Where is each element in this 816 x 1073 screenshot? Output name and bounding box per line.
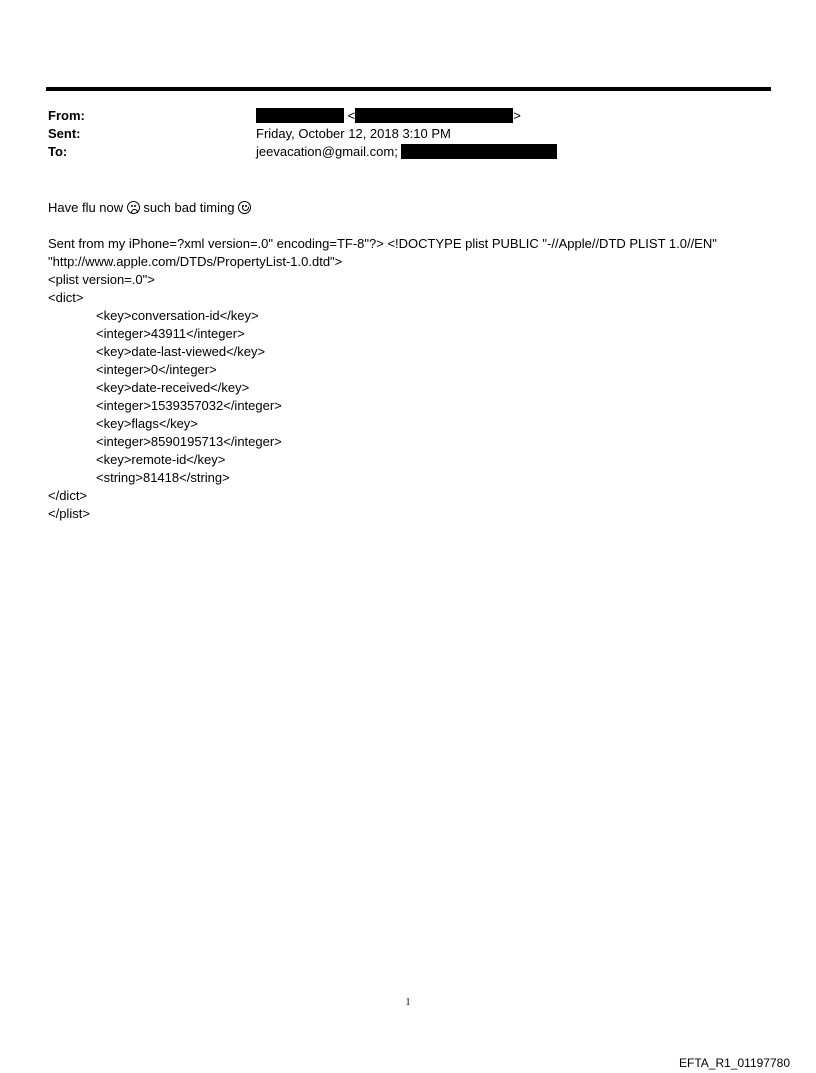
sent-value: Friday, October 12, 2018 3:10 PM: [256, 126, 451, 141]
plist-line: </dict>: [48, 488, 88, 503]
frowning-face-icon: [127, 201, 140, 214]
redaction-bar: [355, 108, 513, 123]
plist-line: <string>81418</string>: [96, 470, 230, 485]
plist-line: <dict>: [48, 290, 84, 305]
plist-line: "http://www.apple.com/DTDs/PropertyList-1.0.dtd">: [48, 254, 343, 269]
to-value: [256, 144, 557, 160]
message-text: Have flu now: [48, 200, 124, 215]
plist-line: <key>date-last-viewed</key>: [96, 344, 266, 359]
plist-line: Sent from my iPhone=?xml version=.0" encoding=TF-8"?> <!DOCTYPE plist PUBLIC "-//Apple//DTD PLIST 1.0//EN": [48, 236, 717, 251]
plist-line: <integer>0</integer>: [96, 362, 217, 377]
plist-line: <key>date-received</key>: [96, 380, 250, 395]
header-rule: [46, 87, 771, 91]
message-line: [48, 199, 251, 217]
smiling-face-icon: [238, 201, 251, 214]
to-label: To:: [48, 144, 68, 159]
plist-block: [48, 235, 717, 523]
redaction-bar: [256, 108, 344, 123]
plist-line: </plist>: [48, 506, 90, 521]
plist-line: <key>flags</key>: [96, 416, 198, 431]
plist-line: <plist version=.0">: [48, 272, 155, 287]
document-id: EFTA_R1_01197780: [679, 1056, 790, 1070]
page-number: 1: [405, 997, 411, 1008]
plist-line: <key>remote-id</key>: [96, 452, 226, 467]
plist-line: <key>conversation-id</key>: [96, 308, 259, 323]
from-value: [256, 108, 521, 124]
from-label: From:: [48, 108, 85, 123]
from-lt: <: [347, 108, 356, 123]
to-email-link[interactable]: jeevacation@gmail.com;: [256, 144, 398, 159]
plist-line: <integer>1539357032</integer>: [96, 398, 282, 413]
plist-line: <integer>43911</integer>: [96, 326, 245, 341]
redaction-bar: [401, 144, 557, 159]
from-gt: >: [513, 108, 521, 123]
sent-label: Sent:: [48, 126, 81, 141]
plist-line: <integer>8590195713</integer>: [96, 434, 282, 449]
message-text: such bad timing: [143, 200, 235, 215]
